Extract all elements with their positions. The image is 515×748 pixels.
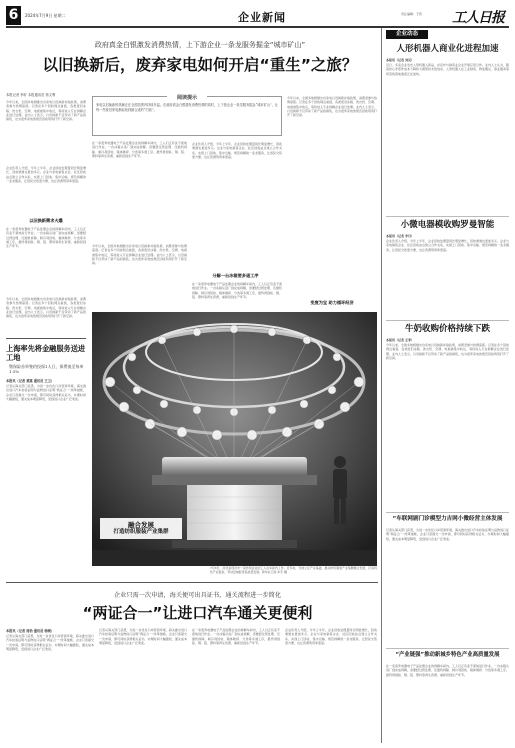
- reading-tip-box: [92, 96, 282, 136]
- left-column: [6, 92, 86, 592]
- photo-caption-line-1: 融合发展: [128, 521, 154, 529]
- center-c-body-1: 今年以来，全国多地相继出台家电以旧换新补贴政策，消费者参与热情高涨。记者在多个回收网点看到，各类废旧冰箱、洗衣机、空调、电视被集中收运，等待进入专业拆解企业进行处理。业内人士表示，以旧换新不仅带动了新产品的销售，也为废弃家电的规范回收利用打开了新空间。: [287, 96, 377, 118]
- left-body-1: 今年以来，全国多地相继出台家电以旧换新补贴政策，消费者参与热情高涨。记者在多个回收网点看到，各类废旧冰箱、洗衣机、空调、电视被集中收运，等待进入专业拆解企业进行处理。业内人士表示，以旧换新不仅带动了新产品的销售，也为废弃家电的规范回收利用打开了新空间。: [6, 100, 86, 122]
- photo-note: 7月8日，河北省邢台市一家纺织企业的工人在车间内工作。近年来，当地立足产业基础，推动纺织服装产业集群融合发展，打造特色产业链条，带动县域经济高质量发展。新华社记者 牟宇 摄: [210, 566, 377, 574]
- left-story-byline: 本报讯（记者 黄嵩 通讯员 王卫）: [6, 379, 54, 383]
- right-body-5: 在一家废弃电器电子产品处理企业的拆解车间内，工人们正有条不紊地进行作业。一台冰箱从进厂到完成拆解，需要经过预处理、压缩机拆除、制冷剂回收、箱体破碎、分选等多道工序，最终得到铁、铜、铝、塑料等再生资源，重新回到生产环节。: [386, 664, 509, 677]
- right-header-label: 企业动态: [395, 31, 418, 37]
- bottom-body-4: 企业负责人介绍，今年上半年，企业回收处理量同比明显增长，回收渠道也更加多元。企业与家电销售企业、社区回收站点建立合作关系，实现上门回收、集中运输、规范拆解的一条龙服务，让居民交售更方便，也让资源利用率更高。: [285, 628, 377, 645]
- section-title: 企业新闻: [238, 11, 286, 24]
- right-headline-5: “产业链强”推动新城乡特色产业高质量发展: [395, 652, 500, 658]
- left-story-body: 记者从海关部门获悉，为进一步优化口岸营商环境，海关推出进口汽车检验证明与货物进口证明“两证合一”改革措施，企业只需提交一次申请，即可同时获得相关证书，办理时间大幅缩短，通关成本明显降低，受到进口企业广泛欢迎。: [6, 384, 86, 401]
- left-body-4: 今年以来，全国多地相继出台家电以旧换新补贴政策，消费者参与热情高涨。记者在多个回收网点看到，各类废旧冰箱、洗衣机、空调、电视被集中收运，等待进入专业拆解企业进行处理。业内人士表示，以旧换新不仅带动了新产品的销售，也为废弃家电的规范回收利用打开了新空间。: [6, 297, 86, 319]
- reading-tip-text: 家电以旧换新的热潮正在全国范围内持续升温。在政府真金白银激发消费热情的同时，上下游企业一条龙服务掘金“城市矿山”，让每一件废旧家电都能找到最合适的“归宿”。: [96, 103, 278, 112]
- photo-caption-line-2: 打造纺织服装产业集群: [113, 529, 169, 535]
- right-body-1: 近日，多家企业发布人形机器人新品，并宣布与制造业企业开展应用合作。业内人士认为，随着核心零部件成本下降和大模型技术的进步，人形机器人在工业制造、物流搬运、商业服务等场景的落地速度正在加快。: [386, 63, 509, 76]
- bottom-body-3: 在一家废弃电器电子产品处理企业的拆解车间内，工人们正有条不紊地进行作业。一台冰箱从进厂到完成拆解，需要经过预处理、压缩机拆除、制冷剂回收、箱体破碎、分选等多道工序，最终得到铁、铜、铝、塑料等再生资源，重新回到生产环节。: [192, 628, 280, 645]
- factory-photo: [92, 312, 377, 566]
- photo-caption-title: [100, 518, 182, 539]
- right-headline-1: 人形机器人商业化进程加速: [396, 44, 499, 54]
- bottom-byline: 本报讯（记者 周怡 通讯员 杨晓）: [6, 629, 54, 633]
- left-story-subhead: 暨保险首单签约投保1人日，保费低至每单1.5%: [9, 364, 84, 374]
- bottom-body-2: 记者从海关部门获悉，为进一步优化口岸营商环境，海关推出进口汽车检验证明与货物进口证明“两证合一”改革措施，企业只需提交一次申请，即可同时获得相关证书，办理时间大幅缩短，通关成本明显降低，受到进口企业广泛欢迎。: [99, 628, 187, 645]
- left-story-headline: 上海率先将金融服务送进工地: [6, 344, 86, 362]
- right-headline-4: “车联网剧门诊模型力吉网小微经营主体发展: [392, 516, 503, 522]
- center-b-body-2: 在一家废弃电器电子产品处理企业的拆解车间内，工人们正有条不紊地进行作业。一台冰箱从进厂到完成拆解，需要经过预处理、压缩机拆除、制冷剂回收、箱体破碎、分选等多道工序，最终得到铁、铜、铝、塑料等再生资源，重新回到生产环节。: [192, 282, 282, 299]
- right-headline-2: 小微电器模收购罗曼智能: [400, 220, 495, 230]
- main-byline: 本报记者 李轩 本报通讯员 杨文利: [6, 93, 56, 97]
- newspaper-logo: 工人日报: [452, 10, 504, 26]
- bottom-divider: [6, 582, 378, 583]
- right-byline-1: 本报讯（记者 刘昊）: [386, 58, 415, 62]
- right-header: [386, 30, 428, 39]
- main-kicker: 政府真金白银激发消费热情，上下游企业一条龙服务掘金“城市矿山”: [94, 41, 306, 49]
- page-number: 6: [6, 6, 21, 25]
- left-body-3: 在一家废弃电器电子产品处理企业的拆解车间内，工人们正有条不紊地进行作业。一台冰箱从进厂到完成拆解，需要经过预处理、压缩机拆除、制冷剂回收、箱体破碎、分选等多道工序，最终得到铁、铜、铝、塑料等再生资源，重新回到生产环节。: [6, 227, 86, 249]
- center-a-body-1: 在一家废弃电器电子产品处理企业的拆解车间内，工人们正有条不紊地进行作业。一台冰箱从进厂到完成拆解，需要经过预处理、压缩机拆除、制冷剂回收、箱体破碎、分选等多道工序，最终得到铁、铜、铝、塑料等再生资源，重新回到生产环节。: [92, 141, 187, 158]
- right-byline-3: 本报讯（记者 王菲）: [386, 338, 415, 342]
- main-headline: 以旧换新后，废弃家电如何开启“重生”之旅？: [42, 56, 358, 74]
- right-body-4: 记者从海关部门获悉，为进一步优化口岸营商环境，海关推出进口汽车检验证明与货物进口证明“两证合一”改革措施，企业只需提交一次申请，即可同时获得相关证书，办理时间大幅缩短，通关成本明显降低，受到进口企业广泛欢迎。: [386, 528, 509, 541]
- subhead-recycle: 变废为宝 助力循环经济: [310, 300, 354, 305]
- masthead-date: 2024年7月9日 星期二: [25, 13, 66, 18]
- left-body-2: 企业负责人介绍，今年上半年，企业回收处理量同比明显增长，回收渠道也更加多元。企业与家电销售企业、社区回收站点建立合作关系，实现上门回收、集中运输、规范拆解的一条龙服务，让居民交售更方便，也让资源利用率更高。: [6, 166, 86, 183]
- subhead-demand: 以旧换新需求火爆: [29, 218, 63, 223]
- bottom-kicker: 企业只需一次申请，海关便可出具证书，通关流程进一步简化: [113, 592, 282, 599]
- right-byline-2: 本报讯（记者 李丹）: [386, 234, 415, 238]
- right-body-3: 今年以来，全国多地相继出台家电以旧换新补贴政策，消费者参与热情高涨。记者在多个回收网点看到，各类废旧冰箱、洗衣机、空调、电视被集中收运，等待进入专业拆解企业进行处理。业内人士表示，以旧换新不仅带动了新产品的销售，也为废弃家电的规范回收利用打开了新空间。: [386, 343, 509, 360]
- subhead-dismantle: 分解一台冰箱要多道工序: [212, 273, 259, 278]
- center-a-body-2: 今年以来，全国多地相继出台家电以旧换新补贴政策，消费者参与热情高涨。记者在多个回收网点看到，各类废旧冰箱、洗衣机、空调、电视被集中收运，等待进入专业拆解企业进行处理。业内人士表示，以旧换新不仅带动了新产品的销售，也为废弃家电的规范回收利用打开了新空间。: [92, 244, 187, 266]
- right-headline-3: 牛奶收购价格持续下跌: [404, 324, 490, 334]
- editor-line: 责任编辑：于莉: [401, 12, 423, 16]
- masthead-rule: [6, 26, 509, 28]
- right-body-2: 企业负责人介绍，今年上半年，企业回收处理量同比明显增长，回收渠道也更加多元。企业与家电销售企业、社区回收站点建立合作关系，实现上门回收、集中运输、规范拆解的一条龙服务，让居民交售更方便，也让资源利用率更高。: [386, 239, 509, 252]
- reading-tip-title: 阅读提示: [167, 94, 207, 101]
- bottom-body-1: 记者从海关部门获悉，为进一步优化口岸营商环境，海关推出进口汽车检验证明与货物进口证明“两证合一”改革措施，企业只需提交一次申请，即可同时获得相关证书，办理时间大幅缩短，通关成本明显降低，受到进口企业广泛欢迎。: [6, 634, 94, 651]
- right-column: [386, 30, 509, 745]
- center-b-body-1: 企业负责人介绍，今年上半年，企业回收处理量同比明显增长，回收渠道也更加多元。企业与家电销售企业、社区回收站点建立合作关系，实现上门回收、集中运输、规范拆解的一条龙服务，让居民交售更方便，也让资源利用率更高。: [192, 142, 282, 159]
- bottom-headline: “两证合一”让进口汽车通关更便利: [82, 604, 313, 622]
